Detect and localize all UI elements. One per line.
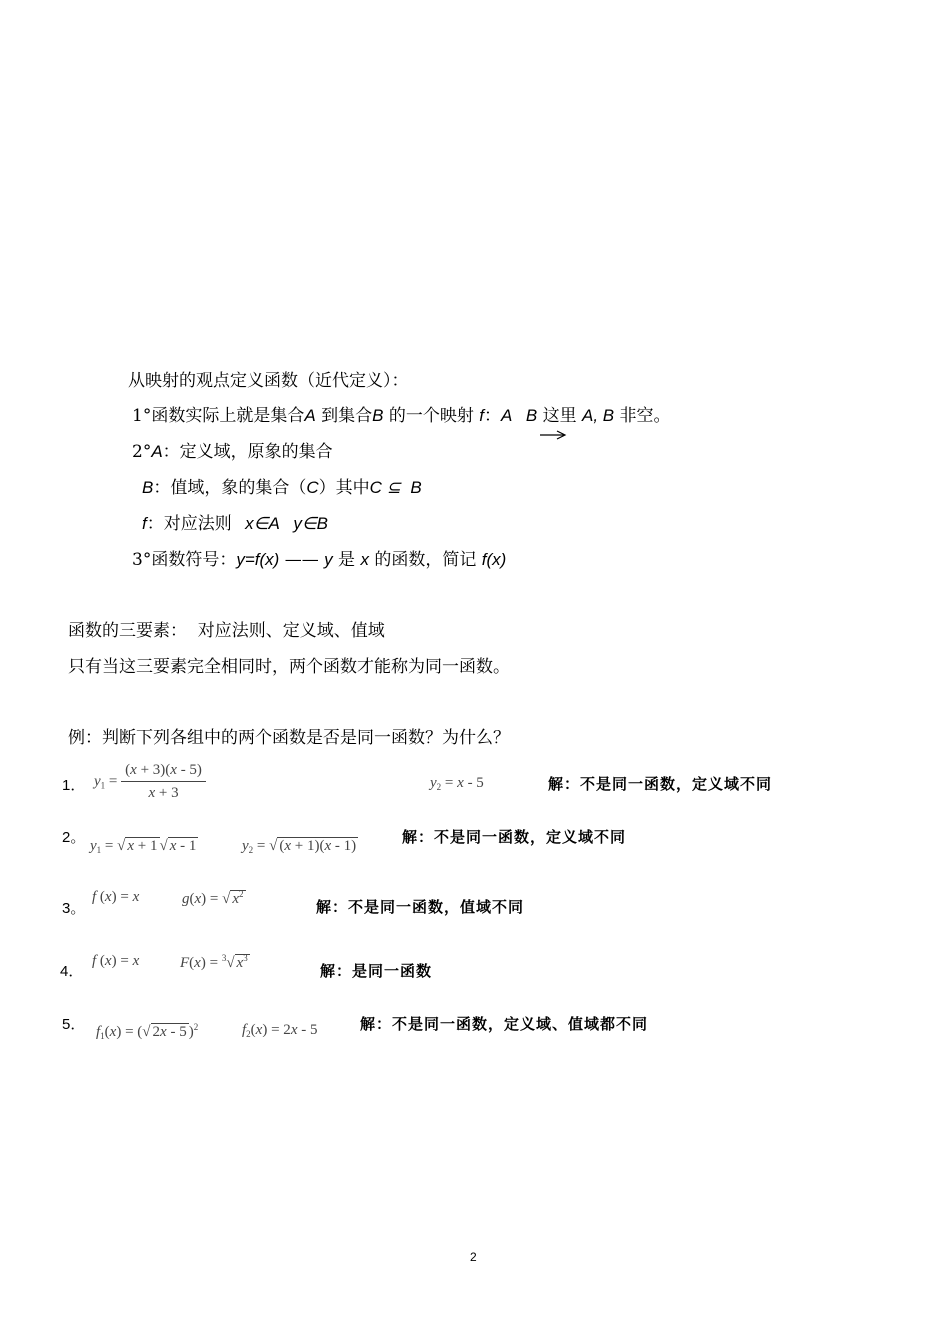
formula-f1-ex5: $f_1(x)$ = (√ 2x - 5 )$^2$: [96, 1022, 199, 1041]
def1-to: 到集合: [315, 406, 373, 426]
three-elements: 函数的三要素： 对应法则、定义域、值域: [68, 621, 385, 641]
membership-expr: x∈A y∈B: [245, 514, 328, 533]
definition-line-1: [132, 405, 671, 427]
var-x: x: [360, 550, 369, 569]
answer-4: 解：是同一函数: [320, 962, 433, 980]
set-b: B: [142, 478, 154, 497]
section-heading: 从映射的观点定义函数（近代定义）：: [128, 371, 409, 391]
def-f-text: ：对应法则: [146, 514, 232, 534]
formula-y2-ex2: $y_2$ = √ (x + 1)(x - 1): [242, 838, 357, 855]
def1-mid: 的一个映射: [383, 406, 474, 426]
definition-line-3: [132, 549, 506, 571]
formula-f2-ex5: $f_2(x) = 2x - 5$: [242, 1022, 318, 1039]
def3-prefix: 3°函数符号：: [132, 550, 237, 570]
answer-1: 解：不是同一函数，定义域不同: [548, 775, 773, 793]
formula-y1-ex2: $y_1$ = √ x + 1 √ x - 1: [90, 838, 197, 855]
formula-g-ex3: g(x) = √ $x^2$: [182, 889, 244, 907]
formula-f-ex3: f (x) = x: [92, 889, 140, 905]
formula-y1-ex1: $y_1$ = $\frac{(x + 3)(x - 5)}{x + 3}$: [94, 762, 206, 802]
def2-text: ：定义域，原象的集合: [162, 442, 333, 462]
def1-prefix: 1°函数实际上就是集合: [132, 406, 305, 426]
mapping-f: f: [142, 514, 147, 533]
example-number-3: 3。: [62, 900, 86, 917]
answer-2: 解：不是同一函数，定义域不同: [402, 828, 627, 846]
mapping-expr: A B: [500, 406, 538, 425]
var-y: y: [324, 550, 333, 569]
def1-colon: ：: [483, 406, 501, 426]
formula-f-ex4: f (x) = x: [92, 953, 140, 969]
function-symbol: y=f(x): [236, 550, 280, 569]
example-number-4: 4．: [60, 963, 84, 980]
page-number: 2: [470, 1250, 477, 1264]
def3-text: 的函数，简记: [374, 550, 477, 570]
def3-dash: ——: [284, 550, 319, 570]
set-a: A: [304, 406, 316, 425]
short-notation: f(x): [481, 550, 507, 569]
def1-here: 这里: [542, 406, 577, 426]
sets-ab: A, B: [582, 406, 615, 425]
def1-tail: 非空。: [619, 406, 671, 426]
answer-3: 解：不是同一函数，值域不同: [316, 898, 525, 916]
example-number-1: 1．: [62, 777, 86, 794]
set-c: C: [306, 478, 319, 497]
subset-relation: C ⊆ B: [369, 478, 422, 497]
example-number-2: 2。: [62, 829, 86, 846]
formula-F-ex4: F(x) = $^3$√ $x^3$: [180, 953, 248, 971]
definition-line-f: [142, 513, 328, 535]
example-number-5: 5．: [62, 1016, 86, 1033]
set-b: B: [372, 406, 384, 425]
def3-is: 是: [338, 550, 356, 570]
definition-line-b: [142, 477, 422, 499]
definition-line-2: [132, 441, 333, 463]
def-b-text2: ）其中: [318, 478, 370, 498]
def2-prefix: 2°: [132, 442, 152, 462]
formula-y2-ex1: $y_2 = x - 5$: [430, 775, 484, 792]
same-function-condition: 只有当这三要素完全相同时，两个函数才能称为同一函数。: [68, 657, 510, 677]
example-intro: 例：判断下列各组中的两个函数是否是同一函数？为什么？: [68, 728, 510, 748]
set-a: A: [151, 442, 163, 461]
mapping-f: f: [479, 406, 484, 425]
answer-5: 解：不是同一函数，定义域、值域都不同: [360, 1015, 649, 1033]
def-b-text: ：值域，象的集合（: [153, 478, 307, 498]
